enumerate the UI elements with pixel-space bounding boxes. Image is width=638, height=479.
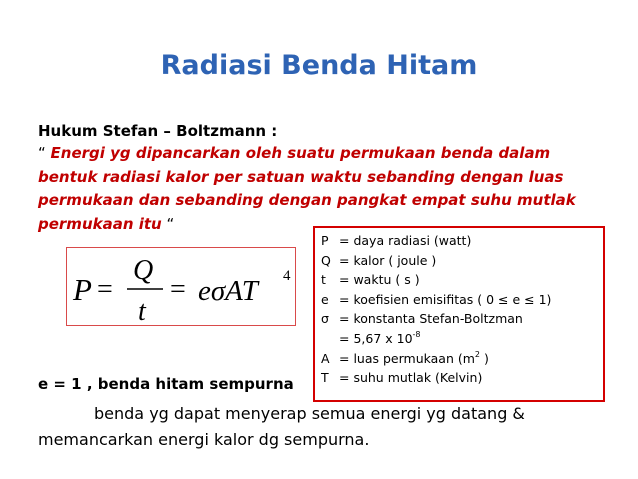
definition-symbol: e: [321, 291, 329, 307]
definition-text: = kalor ( joule ): [339, 252, 437, 268]
definition-symbol: T: [321, 370, 329, 386]
sigma-value: = 5,67 x 10: [339, 330, 413, 346]
formula-exponent: 4: [283, 268, 291, 284]
formula-q: Q: [133, 255, 154, 286]
area-exponent: 2: [474, 349, 481, 359]
formula-equals-2: =: [170, 274, 186, 305]
definition-text: = koefisien emisifitas ( 0 ≤ e ≤ 1): [339, 291, 552, 307]
formula-t: t: [138, 296, 146, 327]
definition-symbol: σ: [321, 311, 329, 327]
quote-close-mark: “: [161, 214, 175, 233]
formula-p: P: [73, 272, 92, 307]
definition-text: = waktu ( s ): [339, 272, 420, 288]
definition-text: = luas permukaan (m: [339, 350, 475, 366]
definition-text: = daya radiasi (watt): [339, 233, 472, 248]
sigma-exponent: -8: [412, 329, 421, 339]
blackbody-condition: e = 1 , benda hitam sempurna: [38, 375, 294, 393]
definition-row: [321, 368, 603, 388]
definition-row: [321, 270, 603, 290]
definition-text: = konstanta Stefan-Boltzman: [339, 311, 523, 327]
description-line-1: benda yg dapat menyerap semua energi yg datang &: [94, 404, 525, 423]
definitions-box: [313, 226, 605, 402]
slide-title: Radiasi Benda Hitam: [160, 50, 478, 81]
formula-equals-1: =: [97, 274, 113, 305]
definition-symbol: A: [321, 350, 330, 366]
law-statement-text: Energi yg dipancarkan oleh suatu permukaan benda dalam bentuk radiasi kalor per satuan waktu sebanding dengan luas permukaan dan sebanding dengan pangkat empat suhu mutlak permukaan itu: [38, 144, 576, 233]
definition-row: [321, 231, 603, 251]
definition-row: [321, 290, 603, 310]
definition-symbol: P: [321, 233, 329, 248]
definition-row: [321, 309, 603, 329]
law-heading: Hukum Stefan – Boltzmann :: [38, 122, 278, 140]
description-line-2: memancarkan energi kalor dg sempurna.: [38, 430, 370, 449]
formula-box: [66, 247, 296, 326]
definition-text: = suhu mutlak (Kelvin): [339, 370, 483, 386]
definition-symbol: Q: [321, 252, 331, 268]
formula-rhs: eσAT: [198, 275, 258, 307]
definition-symbol: t: [321, 272, 326, 288]
law-statement: [38, 142, 608, 236]
blackbody-description: [38, 401, 618, 453]
sigma-value-row: [321, 329, 603, 349]
quote-open-mark: “: [38, 144, 51, 162]
area-close: ): [480, 350, 489, 366]
definition-row: [321, 349, 603, 369]
stefan-boltzmann-formula: [67, 248, 297, 327]
definition-row: [321, 251, 603, 271]
